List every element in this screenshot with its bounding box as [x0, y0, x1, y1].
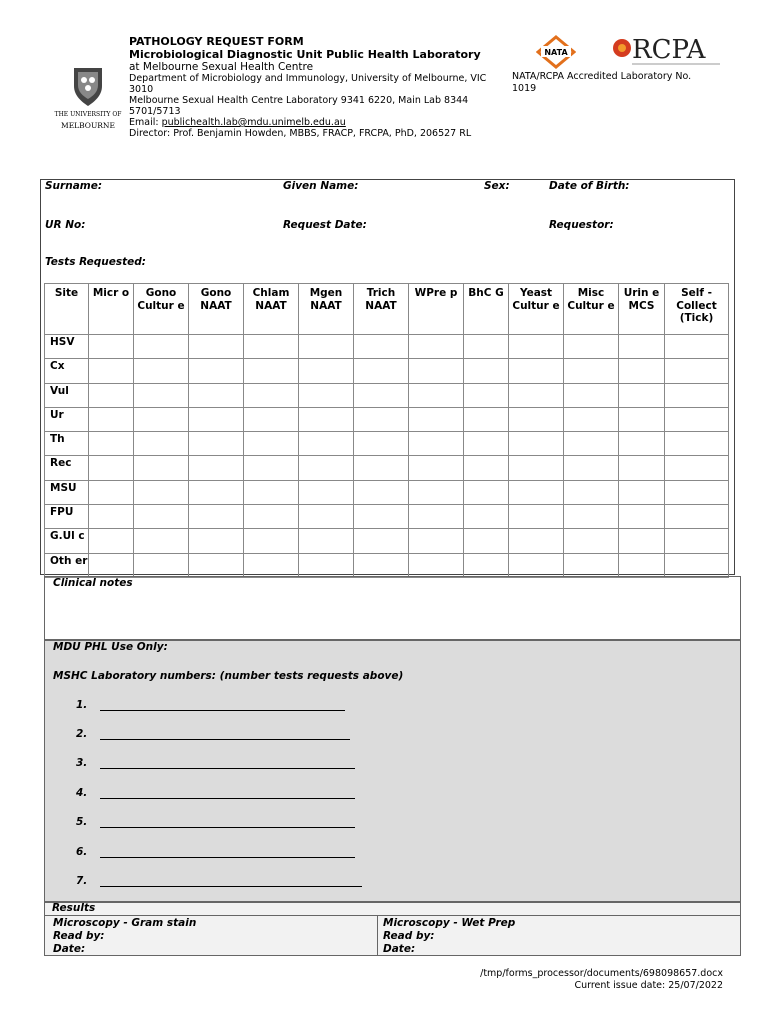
test-checkbox-cell[interactable] [619, 529, 665, 553]
director: Director: Prof. Benjamin Howden, MBBS, FRACP, FRCPA, PhD, 206527 RL [129, 128, 472, 139]
requestor-label: Requestor: [549, 219, 614, 231]
site-cell: FPU [45, 505, 89, 529]
test-checkbox-cell[interactable] [464, 456, 509, 480]
test-checkbox-cell[interactable] [189, 407, 244, 431]
test-checkbox-cell[interactable] [134, 529, 189, 553]
university-of-melbourne-logo [52, 66, 124, 134]
university-logo-line2: MELBOURNE [61, 121, 115, 130]
test-checkbox-cell[interactable] [134, 383, 189, 407]
lab-number-5: 5. [76, 816, 88, 828]
test-checkbox-cell[interactable] [244, 383, 299, 407]
lab-number-5-field[interactable] [100, 827, 355, 828]
department: Department of Microbiology and Immunology, University of Melbourne, VIC 3010 [129, 73, 487, 95]
test-checkbox-cell[interactable] [409, 456, 464, 480]
clinical-notes-label: Clinical notes [53, 577, 133, 589]
test-checkbox-cell[interactable] [665, 359, 729, 383]
test-checkbox-cell[interactable] [299, 432, 354, 456]
test-checkbox-cell[interactable] [354, 383, 409, 407]
wet-prep-date: Date: [383, 943, 416, 955]
test-checkbox-cell[interactable] [619, 505, 665, 529]
test-checkbox-cell[interactable] [509, 480, 564, 504]
lab-number-1: 1. [76, 699, 88, 711]
table-body [45, 335, 729, 578]
mdu-use-only-label: MDU PHL Use Only: [53, 641, 168, 653]
test-checkbox-cell[interactable] [354, 456, 409, 480]
test-checkbox-cell[interactable] [354, 553, 409, 577]
test-checkbox-cell[interactable] [89, 529, 134, 553]
site-cell: G.Ul c [45, 529, 89, 553]
test-checkbox-cell[interactable] [134, 480, 189, 504]
lab-number-7: 7. [76, 875, 88, 887]
test-checkbox-cell[interactable] [665, 335, 729, 359]
col-header: Misc Cultur e [564, 284, 619, 335]
site-cell: Oth er [45, 553, 89, 577]
lab-number-7-field[interactable] [100, 886, 362, 887]
email-row [129, 117, 509, 128]
test-checkbox-cell[interactable] [244, 480, 299, 504]
test-checkbox-cell[interactable] [409, 432, 464, 456]
lab-number-1-field[interactable] [100, 710, 345, 711]
tests-table [44, 283, 729, 578]
clinical-notes-box[interactable] [44, 576, 741, 640]
test-checkbox-cell[interactable] [409, 480, 464, 504]
test-checkbox-cell[interactable] [189, 383, 244, 407]
test-checkbox-cell[interactable] [509, 456, 564, 480]
test-checkbox-cell[interactable] [89, 383, 134, 407]
site-cell: Rec [45, 456, 89, 480]
test-checkbox-cell[interactable] [89, 335, 134, 359]
test-checkbox-cell[interactable] [509, 359, 564, 383]
test-checkbox-cell[interactable] [189, 432, 244, 456]
results-split [377, 915, 378, 956]
table-row [45, 480, 729, 504]
col-header: Urin e MCS [619, 284, 665, 335]
test-checkbox-cell[interactable] [244, 407, 299, 431]
wet-prep-read-by: Read by: [383, 930, 435, 942]
test-checkbox-cell[interactable] [564, 432, 619, 456]
test-checkbox-cell[interactable] [89, 456, 134, 480]
test-checkbox-cell[interactable] [89, 480, 134, 504]
test-checkbox-cell[interactable] [189, 359, 244, 383]
test-checkbox-cell[interactable] [665, 505, 729, 529]
test-checkbox-cell[interactable] [509, 529, 564, 553]
issue-date: Current issue date: 25/07/2022 [574, 979, 723, 991]
lab-number-2: 2. [76, 728, 88, 740]
test-checkbox-cell[interactable] [134, 359, 189, 383]
test-checkbox-cell[interactable] [509, 335, 564, 359]
site-cell: Cx [45, 359, 89, 383]
test-checkbox-cell[interactable] [134, 553, 189, 577]
test-checkbox-cell[interactable] [619, 335, 665, 359]
table-row [45, 553, 729, 577]
col-header: Gono NAAT [189, 284, 244, 335]
col-header: WPre p [409, 284, 464, 335]
table-row [45, 359, 729, 383]
test-checkbox-cell[interactable] [409, 383, 464, 407]
site-cell: HSV [45, 335, 89, 359]
test-checkbox-cell[interactable] [619, 383, 665, 407]
given-name-label: Given Name: [283, 180, 359, 192]
test-checkbox-cell[interactable] [619, 553, 665, 577]
test-checkbox-cell[interactable] [244, 432, 299, 456]
accreditation-text: NATA/RCPA Accredited Laboratory No. 1019 [512, 71, 692, 94]
test-checkbox-cell[interactable] [619, 359, 665, 383]
unit-name: Microbiological Diagnostic Unit Public Health Laboratory [129, 48, 481, 61]
test-checkbox-cell[interactable] [189, 335, 244, 359]
footer [480, 968, 723, 991]
table-row [45, 529, 729, 553]
test-checkbox-cell[interactable] [134, 456, 189, 480]
table-row [45, 407, 729, 431]
test-checkbox-cell[interactable] [409, 529, 464, 553]
test-checkbox-cell[interactable] [189, 480, 244, 504]
lab-number-6: 6. [76, 846, 88, 858]
header-block [129, 35, 509, 139]
test-checkbox-cell[interactable] [244, 456, 299, 480]
col-header: Yeast Cultur e [509, 284, 564, 335]
email-label: Email: [129, 117, 162, 128]
test-checkbox-cell[interactable] [134, 335, 189, 359]
test-checkbox-cell[interactable] [189, 529, 244, 553]
email-link[interactable]: publichealth.lab@mdu.unimelb.edu.au [161, 117, 346, 128]
test-checkbox-cell[interactable] [619, 456, 665, 480]
ur-no-label: UR No: [45, 219, 86, 231]
test-checkbox-cell[interactable] [89, 432, 134, 456]
test-checkbox-cell[interactable] [89, 359, 134, 383]
test-checkbox-cell[interactable] [464, 480, 509, 504]
test-checkbox-cell[interactable] [299, 456, 354, 480]
col-header: Self -Collect (Tick) [665, 284, 729, 335]
tests-requested-label: Tests Requested: [45, 256, 147, 268]
test-checkbox-cell[interactable] [509, 407, 564, 431]
location: at Melbourne Sexual Health Centre [129, 61, 314, 73]
test-checkbox-cell[interactable] [464, 335, 509, 359]
test-checkbox-cell[interactable] [464, 383, 509, 407]
test-checkbox-cell[interactable] [299, 335, 354, 359]
lab-number-3: 3. [76, 757, 88, 769]
document-path: /tmp/forms_processor/documents/698098657.docx [480, 968, 723, 979]
test-checkbox-cell[interactable] [244, 553, 299, 577]
test-checkbox-cell[interactable] [189, 505, 244, 529]
test-checkbox-cell[interactable] [619, 480, 665, 504]
test-checkbox-cell[interactable] [354, 529, 409, 553]
results-heading: Results [52, 902, 96, 914]
test-checkbox-cell[interactable] [564, 383, 619, 407]
test-checkbox-cell[interactable] [89, 407, 134, 431]
table-row [45, 505, 729, 529]
test-checkbox-cell[interactable] [509, 505, 564, 529]
test-checkbox-cell[interactable] [619, 432, 665, 456]
gram-stain-block [53, 917, 196, 956]
lab-number-4: 4. [76, 787, 88, 799]
test-checkbox-cell[interactable] [564, 529, 619, 553]
col-header: Mgen NAAT [299, 284, 354, 335]
test-checkbox-cell[interactable] [299, 407, 354, 431]
gram-stain-read-by: Read by: [53, 930, 105, 942]
test-checkbox-cell[interactable] [464, 529, 509, 553]
col-header: BhC G [464, 284, 509, 335]
nata-logo-text: NATA [544, 48, 568, 57]
site-cell: Th [45, 432, 89, 456]
test-checkbox-cell[interactable] [564, 553, 619, 577]
test-checkbox-cell[interactable] [509, 432, 564, 456]
test-checkbox-cell[interactable] [564, 505, 619, 529]
gram-stain-date: Date: [53, 943, 86, 955]
test-checkbox-cell[interactable] [354, 407, 409, 431]
test-checkbox-cell[interactable] [244, 529, 299, 553]
col-header: Gono Cultur e [134, 284, 189, 335]
test-checkbox-cell[interactable] [299, 359, 354, 383]
test-checkbox-cell[interactable] [134, 407, 189, 431]
test-checkbox-cell[interactable] [354, 480, 409, 504]
lab-phone: Melbourne Sexual Health Centre Laboratory 9341 6220, Main Lab 8344 5701/5713 [129, 95, 469, 117]
test-checkbox-cell[interactable] [409, 505, 464, 529]
table-row [45, 432, 729, 456]
results-divider [44, 915, 741, 916]
col-header: Trich NAAT [354, 284, 409, 335]
dob-label: Date of Birth: [549, 180, 630, 192]
site-cell: MSU [45, 480, 89, 504]
test-checkbox-cell[interactable] [134, 505, 189, 529]
test-checkbox-cell[interactable] [189, 553, 244, 577]
test-checkbox-cell[interactable] [354, 359, 409, 383]
wet-prep-block [383, 917, 515, 956]
table-row [45, 383, 729, 407]
test-checkbox-cell[interactable] [564, 456, 619, 480]
test-checkbox-cell[interactable] [464, 505, 509, 529]
test-checkbox-cell[interactable] [665, 480, 729, 504]
test-checkbox-cell[interactable] [299, 529, 354, 553]
wet-prep-title: Microscopy - Wet Prep [383, 917, 516, 929]
test-checkbox-cell[interactable] [354, 505, 409, 529]
test-checkbox-cell[interactable] [464, 407, 509, 431]
test-checkbox-cell[interactable] [564, 480, 619, 504]
test-checkbox-cell[interactable] [665, 407, 729, 431]
col-header: Micr o [89, 284, 134, 335]
sex-label: Sex: [484, 180, 510, 192]
lab-number-6-field[interactable] [100, 857, 355, 858]
col-header: Chlam NAAT [244, 284, 299, 335]
test-checkbox-cell[interactable] [509, 383, 564, 407]
lab-number-4-field[interactable] [100, 798, 355, 799]
rcpa-logo-text: RCPA [632, 35, 706, 65]
test-checkbox-cell[interactable] [409, 407, 464, 431]
test-checkbox-cell[interactable] [299, 553, 354, 577]
test-checkbox-cell[interactable] [564, 335, 619, 359]
test-checkbox-cell[interactable] [409, 335, 464, 359]
request-date-label: Request Date: [283, 219, 367, 231]
test-checkbox-cell[interactable] [665, 432, 729, 456]
site-cell: Ur [45, 407, 89, 431]
test-checkbox-cell[interactable] [409, 553, 464, 577]
test-checkbox-cell[interactable] [189, 456, 244, 480]
gram-stain-title: Microscopy - Gram stain [53, 917, 197, 929]
test-checkbox-cell[interactable] [665, 383, 729, 407]
test-checkbox-cell[interactable] [89, 553, 134, 577]
test-checkbox-cell[interactable] [564, 407, 619, 431]
test-checkbox-cell[interactable] [665, 553, 729, 577]
lab-number-2-field[interactable] [100, 739, 350, 740]
test-checkbox-cell[interactable] [299, 383, 354, 407]
lab-number-3-field[interactable] [100, 768, 355, 769]
test-checkbox-cell[interactable] [134, 432, 189, 456]
test-checkbox-cell[interactable] [464, 432, 509, 456]
rcpa-logo [612, 34, 724, 68]
lab-numbers-label: MSHC Laboratory numbers: (number tests requests above) [53, 670, 404, 682]
table-header-row [45, 284, 729, 335]
col-header: Site [45, 284, 89, 335]
test-checkbox-cell[interactable] [665, 529, 729, 553]
table-row [45, 335, 729, 359]
test-checkbox-cell[interactable] [509, 553, 564, 577]
table-row [45, 456, 729, 480]
site-cell: Vul [45, 383, 89, 407]
test-checkbox-cell[interactable] [299, 480, 354, 504]
nata-logo [536, 35, 576, 69]
test-checkbox-cell[interactable] [409, 359, 464, 383]
test-checkbox-cell[interactable] [619, 407, 665, 431]
test-checkbox-cell[interactable] [564, 359, 619, 383]
test-checkbox-cell[interactable] [354, 432, 409, 456]
test-checkbox-cell[interactable] [665, 456, 729, 480]
test-checkbox-cell[interactable] [354, 335, 409, 359]
university-logo-line1: THE UNIVERSITY OF [54, 111, 122, 118]
test-checkbox-cell[interactable] [464, 553, 509, 577]
test-checkbox-cell[interactable] [244, 335, 299, 359]
test-checkbox-cell[interactable] [89, 505, 134, 529]
test-checkbox-cell[interactable] [244, 359, 299, 383]
surname-label: Surname: [45, 180, 103, 192]
form-title: PATHOLOGY REQUEST FORM [129, 35, 304, 48]
test-checkbox-cell[interactable] [244, 505, 299, 529]
test-checkbox-cell[interactable] [464, 359, 509, 383]
test-checkbox-cell[interactable] [299, 505, 354, 529]
